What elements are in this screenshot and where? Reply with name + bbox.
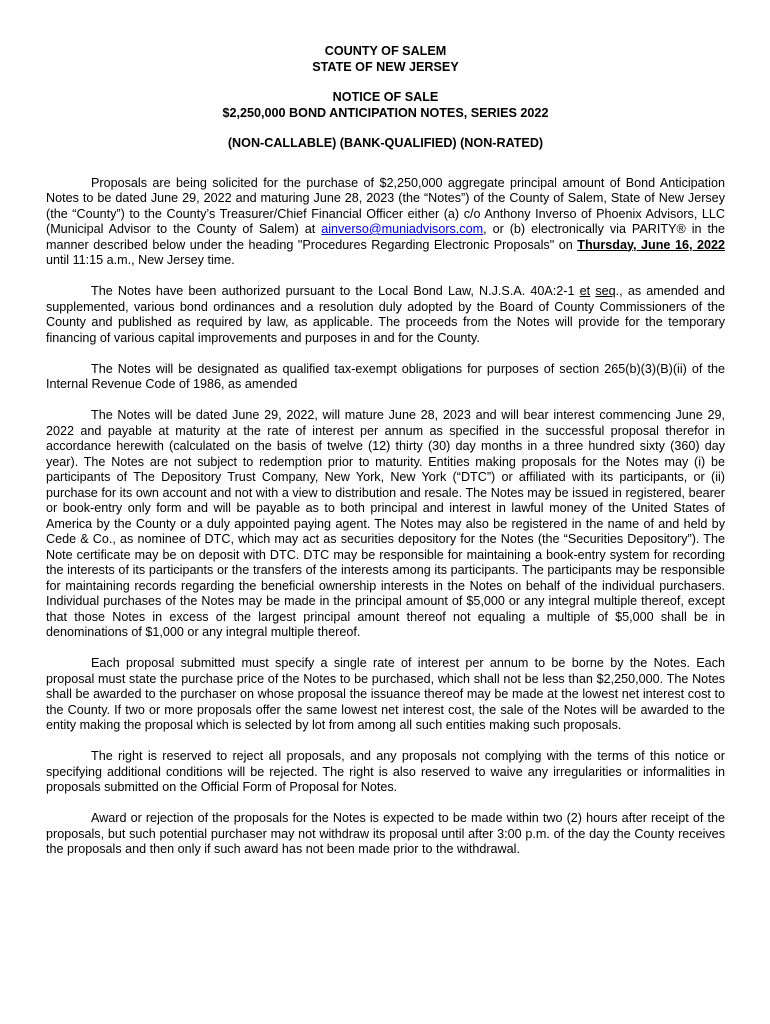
county-title: COUNTY OF SALEM (324, 44, 447, 58)
paragraph-text: until 11:15 a.m., New Jersey time. (46, 253, 235, 267)
paragraph-authorization (46, 284, 725, 346)
email-link[interactable]: ainverso@muniadvisors.com (321, 222, 484, 236)
et-term: et (579, 284, 591, 298)
sale-date: Thursday, June 16, 2022 (577, 237, 725, 252)
paragraph-text: Proposals are being solicited for the purchase of $2,250,000 aggregate principal amount of Bond Anticipation Notes to be dated June 29, 2022 and maturing June 28, 2023 (the “Notes”) of the County of Salem, State of New Jersey (the “County”) to the County’s Treasurer/Chief Financial Officer either (a) c/o Anthony Inverso of Phoenix Advisors, LLC (Municipal Advisor to the County of Salem) at (46, 175, 725, 236)
paragraph-tax-exempt: The Notes will be designated as qualified tax-exempt obligations for purposes of section 265(b)(3)(B)(ii) of the Internal Revenue Code of 1986, as amended (46, 361, 725, 391)
paragraph-proposals-solicited (46, 176, 725, 269)
notes-qualifiers: (NON-CALLABLE) (BANK-QUALIFIED) (NON-RATED) (227, 136, 544, 150)
paragraph-proposal-requirements: Each proposal submitted must specify a single rate of interest per annum to be borne by the Notes. Each proposal must state the purchase price of the Notes to be purchased, which shall not be less than $2,250,000. The Notes shall be awarded to the purchaser on whose proposal the issuance thereof may be made at the lowest net interest cost to the County. If two or more proposals offer the same lowest net interest cost, the sale of the Notes will be awarded to the entity making the proposal which is selected by lot from among all such entities making such proposals. (46, 656, 725, 732)
paragraph-text: The Notes have been authorized pursuant to the Local Bond Law, N.J.S.A. 40A:2-1 (91, 284, 580, 298)
paragraph-note-terms: The Notes will be dated June 29, 2022, will mature June 28, 2023 and will bear interest commencing June 29, 2022 and payable at maturity at the rate of interest per annum as specified in the successful proposal therefor in accordance herewith (calculated on the basis of twelve (12) thirty (30) day months in a three hundred sixty (360) day year). The Notes are not subject to redemption prior to maturity. Entities making proposals for the Notes may (i) be participants of The Depository Trust Company, New York, New York (“DTC”) or affiliated with its participants, or (ii) purchase for its own account and not with a view to distribution and resale. The Notes may be issued in registered, bearer or book-entry only form and will be payable as to both principal and interest in lawful money of the United States of America by the County or a duly appointed paying agent. The Notes may also be registered in the name of and held by Cede & Co., as nominee of DTC, which may act as securities depository for the Notes (the “Securities Depository”). The Note certificate may be on deposit with DTC. DTC may be responsible for maintaining a book-entry system for recording the interests of its participants or the transfers of the interests among its participants. The participants may be responsible for maintaining records regarding the beneficial ownership interests in the Notes on behalf of the individual purchasers. Individual purchases of the Notes may be made in the principal amount of $5,000 or any integral multiple thereof, except that those Notes in excess of the largest principal amount thereof not equaling a multiple of $5,000 shall be in denominations of $1,000 or any integral multiple thereof. (46, 408, 725, 639)
notice-title: NOTICE OF SALE (332, 90, 439, 104)
paragraph-text: , or (b) electronically via PARITY® in the manner described below under the heading "Procedures Regarding Electronic Proposals" on (46, 222, 725, 252)
paragraph-award: Award or rejection of the proposals for the Notes is expected to be made within two (2) hours after receipt of the proposals, but such potential purchaser may not withdraw its proposal until after 3:00 p.m. of the day the County receives the proposals and then only if such award has not been made prior to the withdrawal. (46, 811, 725, 856)
paragraph-text: ., as amended and supplemented, various bond ordinances and a resolution duly adopted by the Board of County Commissioners of the County and published as required by law, as applicable. The proceeds from the Notes will provide for the temporary financing of various capital improvements and purposes in and for the County. (46, 284, 726, 345)
state-title: STATE OF NEW JERSEY (312, 59, 459, 74)
paragraph-right-to-reject: The right is reserved to reject all proposals, and any proposals not complying with the terms of this notice or specifying additional conditions will be rejected. The right is also reserved to waive any irregularities or informalities in proposals submitted on the Official Form of Proposal for Notes. (46, 749, 725, 794)
document-page (46, 44, 725, 873)
notes-title: $2,250,000 BOND ANTICIPATION NOTES, SERIES 2022 (222, 105, 549, 120)
seq-term: seq (595, 284, 616, 298)
